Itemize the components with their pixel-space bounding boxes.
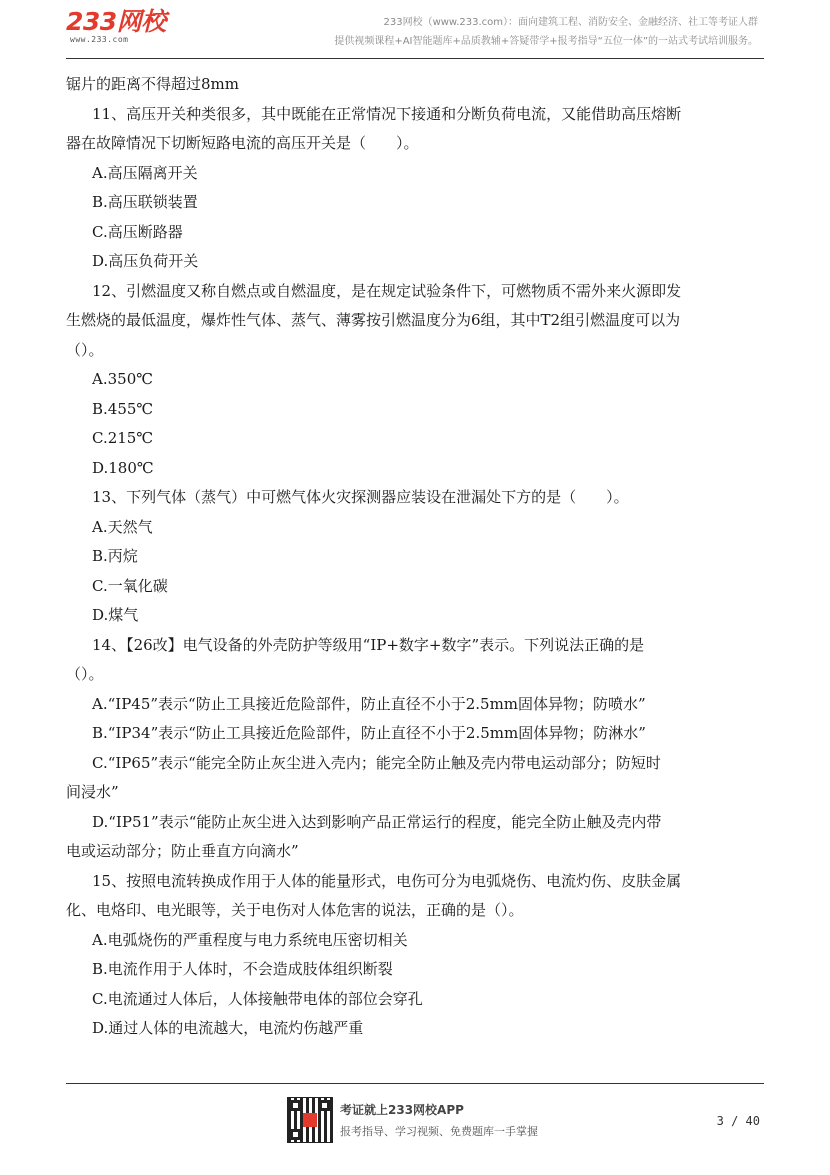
header-tagline: [334, 13, 758, 51]
text-line: D.“IP51”表示“能防止灰尘进入达到影响产品正常运行的程度，能完全防止触及壳内带: [92, 812, 662, 831]
text-line: 11、高压开关种类很多，其中既能在正常情况下接通和分断负荷电流，又能借助高压熔断: [92, 104, 682, 123]
text-line: D.通过人体的电流越大，电流灼伤越严重: [92, 1019, 364, 1037]
text-line: （）。: [66, 340, 104, 359]
footer-app-title: 考证就上233网校APP: [340, 1103, 464, 1117]
text-line: A.高压隔离开关: [92, 163, 198, 182]
text-line: （）。: [66, 665, 104, 683]
text-line: 14、【26改】电气设备的外壳防护等级用“IP+数字+数字”表示。下列说法正确的是: [92, 635, 645, 654]
text-line: C.215℃: [92, 429, 154, 447]
text-line: C.电流通过人体后，人体接触带电体的部位会穿孔: [92, 989, 423, 1008]
text-line: B.455℃: [92, 399, 154, 418]
text-line: B.丙烷: [92, 547, 138, 565]
page-header: [0, 0, 830, 62]
text-line: A.350℃: [92, 370, 154, 388]
text-line: A.天然气: [92, 517, 153, 536]
text-line: B.“IP34”表示“防止工具接近危险部件，防止直径不小于2.5mm固体异物；防淋水”: [92, 724, 646, 742]
text-line: 12、引燃温度又称自燃点或自燃温度，是在规定试验条件下，可燃物质不需外来火源即发: [92, 281, 682, 300]
text-line: 电或运动部分；防止垂直方向滴水”: [66, 842, 299, 860]
text-line: 间浸水”: [66, 783, 119, 801]
text-line: D.煤气: [92, 606, 139, 624]
logo-url: www.233.com: [70, 35, 129, 44]
text-line: 化、电烙印、电光眼等，关于电伤对人体危害的说法，正确的是（）。: [66, 901, 524, 919]
text-line: D.高压负荷开关: [92, 252, 199, 270]
text-line: 锯片的距离不得超过8mm: [66, 75, 239, 93]
document-body: [66, 70, 760, 1044]
text-line: B.高压联锁装置: [92, 193, 198, 211]
tagline-line-2: 提供视频课程+AI智能题库+品质教辅+答疑带学+报考指导“五位一体”的一站式考试培训服务。: [334, 36, 758, 47]
brand-logo[interactable]: [66, 8, 166, 44]
footer-app-subtitle: 报考指导、学习视频、免费题库一手掌握: [340, 1125, 538, 1138]
qr-code-icon[interactable]: [287, 1097, 333, 1143]
text-line: C.“IP65”表示“能完全防止灰尘进入壳内；能完全防止触及壳内带电运动部分；防短时: [92, 753, 661, 772]
text-line: C.一氧化碳: [92, 576, 168, 595]
text-line: C.高压断路器: [92, 222, 183, 241]
text-line: D.180℃: [92, 458, 154, 477]
logo-text: 233网校: [66, 7, 166, 36]
tagline-line-1: 233网校（www.233.com）：面向建筑工程、消防安全、金融经济、社工等考证人群: [383, 17, 758, 28]
page-number: 3 / 40: [716, 1114, 760, 1128]
text-line: A.“IP45”表示“防止工具接近危险部件，防止直径不小于2.5mm固体异物；防喷水”: [92, 694, 646, 713]
text-line: 13、下列气体（蒸气）中可燃气体火灾探测器应装设在泄漏处下方的是（ ）。: [92, 488, 629, 506]
text-line: 器在故障情况下切断短路电流的高压开关是（ ）。: [66, 134, 419, 152]
text-line: A.电弧烧伤的严重程度与电力系统电压密切相关: [92, 930, 408, 949]
footer-divider: [66, 1083, 764, 1084]
text-line: 15、按照电流转换成作用于人体的能量形式，电伤可分为电弧烧伤、电流灼伤、皮肤金属: [92, 871, 682, 890]
text-line: B.电流作用于人体时，不会造成肢体组织断裂: [92, 960, 393, 978]
header-divider: [66, 58, 764, 59]
text-line: 生燃烧的最低温度，爆炸性气体、蒸气、薄雾按引燃温度分为6组，其中T2组引燃温度可以为: [66, 311, 681, 329]
